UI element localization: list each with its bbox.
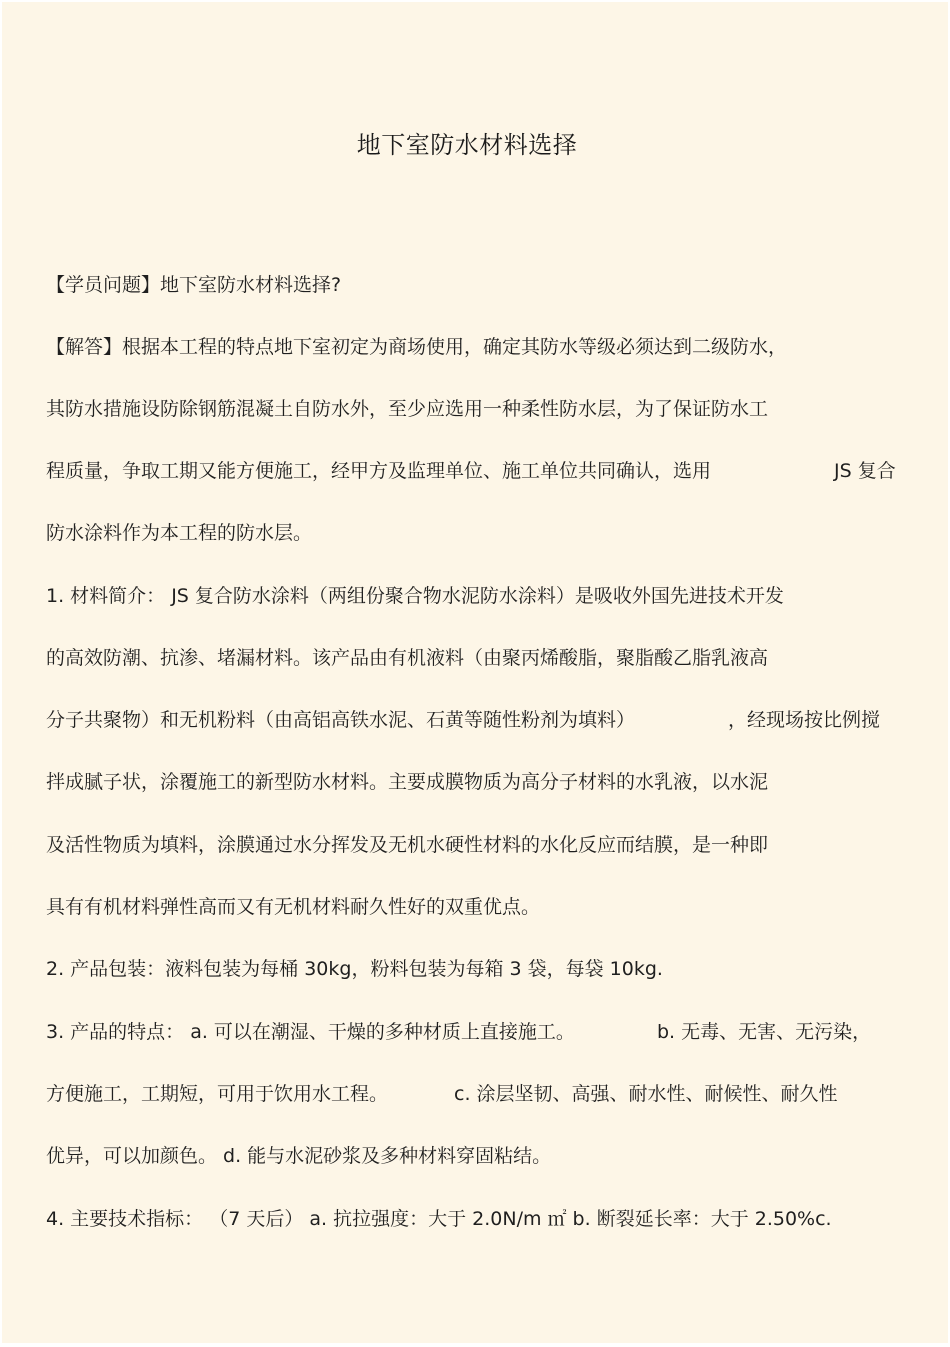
paragraph-line-tail: JS 复合 [834,460,896,482]
paragraph-line: 分子共聚物）和无机粉料（由高铝高铁水泥、石黄等随性粉剂为填料） [46,709,636,731]
paragraph-line: 拌成腻子状，涂覆施工的新型防水材料。主要成膜物质为高分子材料的水乳液，以水泥 [46,771,769,793]
paragraph-line: 防水涂料作为本工程的防水层。 [46,522,313,544]
paragraph-line: 2. 产品包装：液料包装为每桶 30kg，粉料包装为每箱 3 袋，每袋 10kg. [46,958,663,980]
paragraph-line: 4. 主要技术指标： （7 天后） a. 抗拉强度：大于 2.0N/m ㎡ b. 断裂延长率：大于 2.50%c. [46,1208,832,1230]
paragraph-line: 的高效防潮、抗渗、堵漏材料。该产品由有机液料（由聚丙烯酸脂，聚脂酸乙脂乳液高 [46,647,769,669]
paragraph-line: 【解答】根据本工程的特点地下室初定为商场使用，确定其防水等级必须达到二级防水， [46,336,788,358]
paragraph-line: 具有有机材料弹性高而又有无机材料耐久性好的双重优点。 [46,896,541,918]
paragraph-line: 方便施工，工期短，可用于饮用水工程。 [46,1083,389,1105]
paragraph-line: 其防水措施设防除钢筋混凝土自防水外，至少应选用一种柔性防水层，为了保证防水工 [46,398,769,420]
paragraph-line-tail: ，经现场按比例搅 [728,709,881,731]
document-title: 地下室防水材料选择 [356,131,578,159]
paragraph-line-tail: c. 涂层坚韧、高强、耐水性、耐候性、耐久性 [454,1083,838,1105]
paragraph-line: 及活性物质为填料，涂膜通过水分挥发及无机水硬性材料的水化反应而结膜，是一种即 [46,834,769,856]
paragraph-line: 优异，可以加颜色。 d. 能与水泥砂浆及多种材料穿固粘结。 [46,1145,552,1167]
paragraph-line: 【学员问题】地下室防水材料选择? [46,274,342,296]
document-page [2,2,948,1343]
paragraph-line: 程质量，争取工期又能方便施工，经甲方及监理单位、施工单位共同确认，选用 [46,460,712,482]
paragraph-line: 3. 产品的特点： a. 可以在潮湿、干燥的多种材质上直接施工。 [46,1021,575,1043]
paragraph-line: 1. 材料简介： JS 复合防水涂料（两组份聚合物水泥防水涂料）是吸收外国先进技术开发 [46,585,784,607]
paragraph-line-tail: b. 无毒、无害、无污染， [657,1021,872,1043]
